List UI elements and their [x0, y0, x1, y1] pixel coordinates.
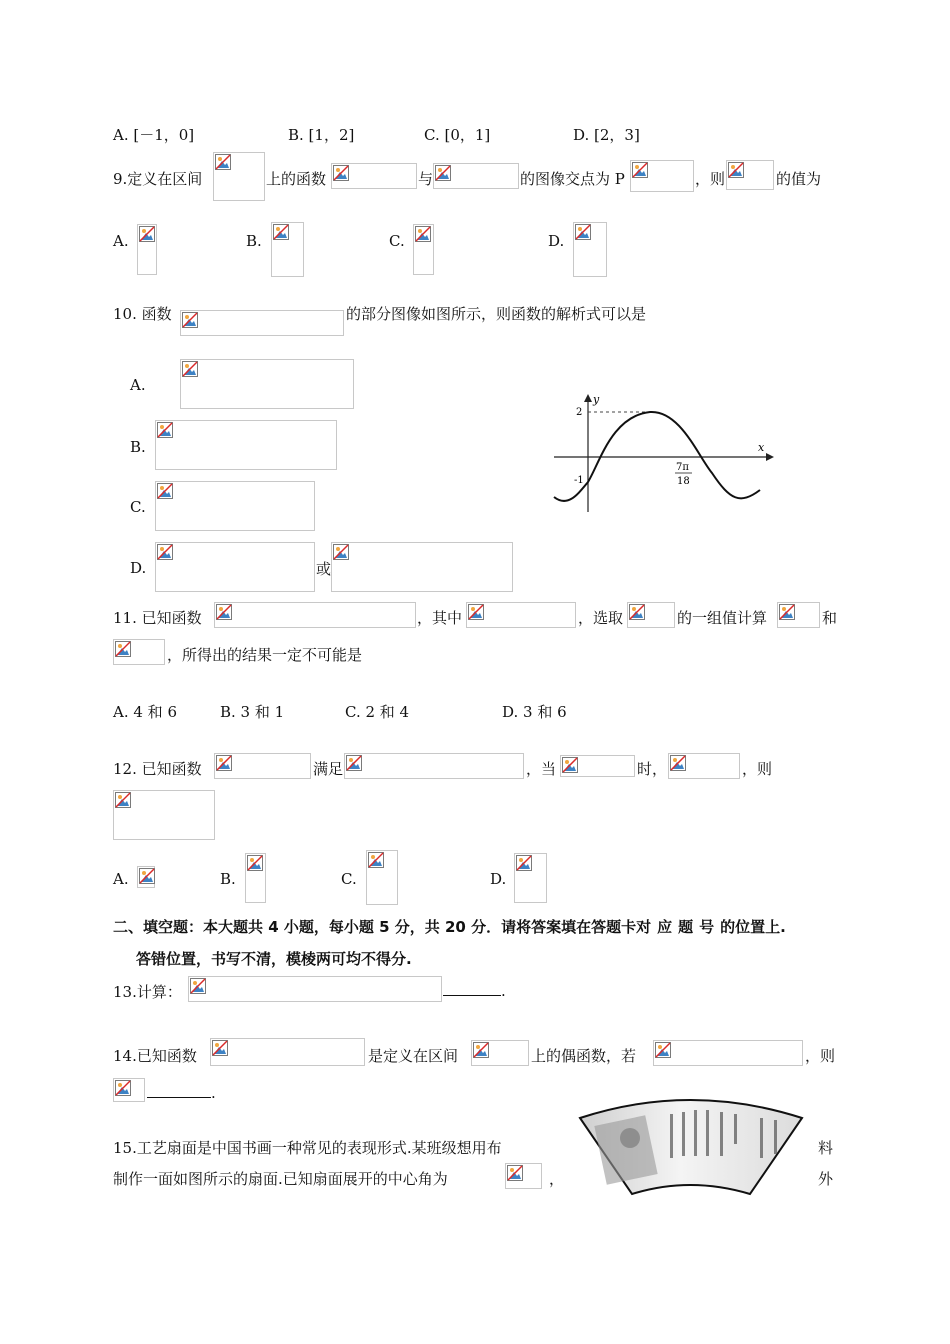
- broken-image-icon: [190, 978, 206, 994]
- q11-text-4: 的一组值计算: [677, 609, 768, 627]
- q10-or: 或: [316, 560, 332, 578]
- x-tick-denominator: 18: [677, 476, 690, 487]
- q11-text-5: 和: [822, 609, 838, 627]
- q9-option-d: D.: [548, 232, 565, 250]
- q12-option-d: D.: [490, 870, 507, 888]
- q12-text-3: ，当: [526, 760, 557, 778]
- q10-text-2: 的部分图像如图所示，则函数的解析式可以是: [346, 305, 647, 323]
- formula-image: [331, 542, 513, 592]
- q15-line2-end: 外: [818, 1170, 834, 1188]
- formula-image: [366, 850, 398, 905]
- formula-image: [653, 1040, 803, 1066]
- q11-option-d: D. 3 和 6: [502, 703, 567, 721]
- formula-image: [245, 853, 266, 903]
- q14-period: .: [211, 1084, 216, 1102]
- formula-image: [344, 753, 524, 779]
- broken-image-icon: [333, 544, 349, 560]
- q10-option-d: D.: [130, 559, 147, 577]
- q9-text-5: ，则: [695, 170, 726, 188]
- formula-image: [726, 160, 774, 190]
- formula-image: [413, 224, 434, 275]
- formula-image: [514, 853, 547, 903]
- broken-image-icon: [779, 604, 795, 620]
- formula-image: [180, 310, 344, 336]
- formula-image: [471, 1040, 529, 1066]
- q12-option-b: B.: [220, 870, 236, 888]
- formula-image: [214, 602, 416, 628]
- section2-heading-part3: 的位置上.: [720, 918, 786, 936]
- q15-line2-comma: ，: [549, 1170, 565, 1188]
- q13-period: .: [501, 982, 506, 1000]
- broken-image-icon: [157, 422, 173, 438]
- broken-image-icon: [415, 226, 431, 242]
- broken-image-icon: [212, 1040, 228, 1056]
- broken-image-icon: [273, 224, 289, 240]
- formula-image: [210, 1038, 365, 1066]
- formula-image: [433, 163, 519, 189]
- q8-option-d: D. [2，3]: [573, 126, 640, 144]
- q11-text-6: ，所得出的结果一定不可能是: [167, 646, 363, 664]
- broken-image-icon: [139, 868, 155, 884]
- broken-image-icon: [368, 852, 384, 868]
- formula-image: [137, 224, 157, 275]
- broken-image-icon: [247, 855, 263, 871]
- formula-image: [188, 976, 442, 1002]
- broken-image-icon: [728, 162, 744, 178]
- broken-image-icon: [575, 224, 591, 240]
- q11-text-3: ，选取: [578, 609, 624, 627]
- broken-image-icon: [333, 165, 349, 181]
- q14-answer-blank: [147, 1083, 216, 1102]
- broken-image-icon: [115, 1080, 131, 1096]
- formula-image: [466, 602, 576, 628]
- broken-image-icon: [473, 1042, 489, 1058]
- formula-image: [155, 481, 315, 531]
- formula-image: [505, 1163, 542, 1189]
- formula-image: [113, 1078, 145, 1102]
- broken-image-icon: [507, 1165, 523, 1181]
- formula-image: [214, 753, 311, 779]
- section2-heading-part1: 二、填空题：本大题共 4 小题，每小题 5 分，共 20 分．请将答案填在答题卡: [113, 918, 637, 936]
- broken-image-icon: [157, 483, 173, 499]
- broken-image-icon: [216, 604, 232, 620]
- broken-image-icon: [435, 165, 451, 181]
- broken-image-icon: [516, 855, 532, 871]
- broken-image-icon: [632, 162, 648, 178]
- q14-text-2: 是定义在区间: [368, 1047, 459, 1065]
- q13-answer-blank: [443, 981, 506, 1000]
- q9-text-1: 9.定义在区间: [113, 170, 203, 188]
- formula-image: [331, 163, 417, 189]
- broken-image-icon: [562, 757, 578, 773]
- section2-heading-emphasis: 对应题号: [636, 918, 721, 936]
- broken-image-icon: [468, 604, 484, 620]
- formula-image: [180, 359, 354, 409]
- formula-image: [213, 152, 265, 201]
- q10-option-b: B.: [130, 438, 146, 456]
- x-tick-numerator: 7π: [676, 462, 689, 473]
- q9-option-a: A.: [113, 232, 129, 250]
- broken-image-icon: [629, 604, 645, 620]
- broken-image-icon: [157, 544, 173, 560]
- q8-option-c: C. [0，1]: [424, 126, 491, 144]
- q11-option-a: A. 4 和 6: [113, 703, 177, 721]
- q15-line1-end: 料: [818, 1139, 834, 1157]
- q14-text-3: 上的偶函数，若: [531, 1047, 637, 1065]
- x-axis-arrow: [766, 453, 774, 461]
- section2-heading-line2: 答错位置，书写不清，模棱两可均不得分.: [136, 950, 412, 968]
- q12-text-2: 满足: [313, 760, 344, 778]
- q9-text-3: 与: [418, 170, 434, 188]
- y-axis-arrow: [584, 394, 592, 402]
- q12-text-4: 时，: [637, 760, 668, 778]
- formula-image: [155, 542, 315, 592]
- q12-option-a: A.: [113, 870, 129, 888]
- q8-option-b: B. [1，2]: [288, 126, 355, 144]
- q14-text-1: 14.已知函数: [113, 1047, 197, 1065]
- q9-option-b: B.: [246, 232, 262, 250]
- broken-image-icon: [182, 312, 198, 328]
- formula-image: [668, 753, 740, 779]
- formula-image: [137, 866, 155, 888]
- q9-text-4: 的图像交点为 P: [520, 170, 625, 188]
- q10-option-c: C.: [130, 498, 146, 516]
- broken-image-icon: [215, 154, 231, 170]
- q11-option-c: C. 2 和 4: [345, 703, 410, 721]
- x-axis-label: x: [758, 441, 765, 454]
- section2-heading: [113, 916, 786, 937]
- q12-text-5: ，则: [742, 760, 773, 778]
- formula-image: [155, 420, 337, 470]
- formula-image: [113, 790, 215, 840]
- broken-image-icon: [115, 792, 131, 808]
- broken-image-icon: [115, 641, 131, 657]
- broken-image-icon: [216, 755, 232, 771]
- q14-text-4: ，则: [805, 1047, 836, 1065]
- y-tick-bottom: -1: [574, 475, 584, 486]
- formula-image: [630, 160, 694, 192]
- q10-text-1: 10. 函数: [113, 305, 172, 323]
- formula-image: [560, 755, 635, 777]
- y-tick-top: 2: [576, 407, 583, 418]
- sine-graph: [540, 390, 780, 520]
- broken-image-icon: [182, 361, 198, 377]
- q12-text-1: 12. 已知函数: [113, 760, 202, 778]
- formula-image: [573, 222, 607, 277]
- q12-option-c: C.: [341, 870, 357, 888]
- fan-decoration: [620, 1128, 640, 1148]
- formula-image: [777, 602, 820, 628]
- q11-text-2: ，其中: [417, 609, 463, 627]
- broken-image-icon: [346, 755, 362, 771]
- q9-option-c: C.: [389, 232, 405, 250]
- y-axis-label: y: [593, 393, 600, 406]
- q15-line1: 15.工艺扇面是中国书画一种常见的表现形式.某班级想用布: [113, 1139, 502, 1157]
- q8-option-a: A. [－1，0]: [113, 126, 195, 144]
- q13-text-1: 13.计算：: [113, 983, 182, 1001]
- q9-text-2: 上的函数: [266, 170, 327, 188]
- broken-image-icon: [655, 1042, 671, 1058]
- formula-image: [271, 222, 304, 277]
- q9-text-6: 的值为: [776, 170, 822, 188]
- q15-line2: 制作一面如图所示的扇面.已知扇面展开的中心角为: [113, 1170, 448, 1188]
- formula-image: [113, 639, 165, 665]
- broken-image-icon: [670, 755, 686, 771]
- q10-option-a: A.: [130, 376, 146, 394]
- q11-text-1: 11. 已知函数: [113, 609, 202, 627]
- formula-image: [627, 602, 675, 628]
- fan-illustration: [570, 1090, 810, 1200]
- q11-option-b: B. 3 和 1: [220, 703, 285, 721]
- broken-image-icon: [139, 226, 155, 242]
